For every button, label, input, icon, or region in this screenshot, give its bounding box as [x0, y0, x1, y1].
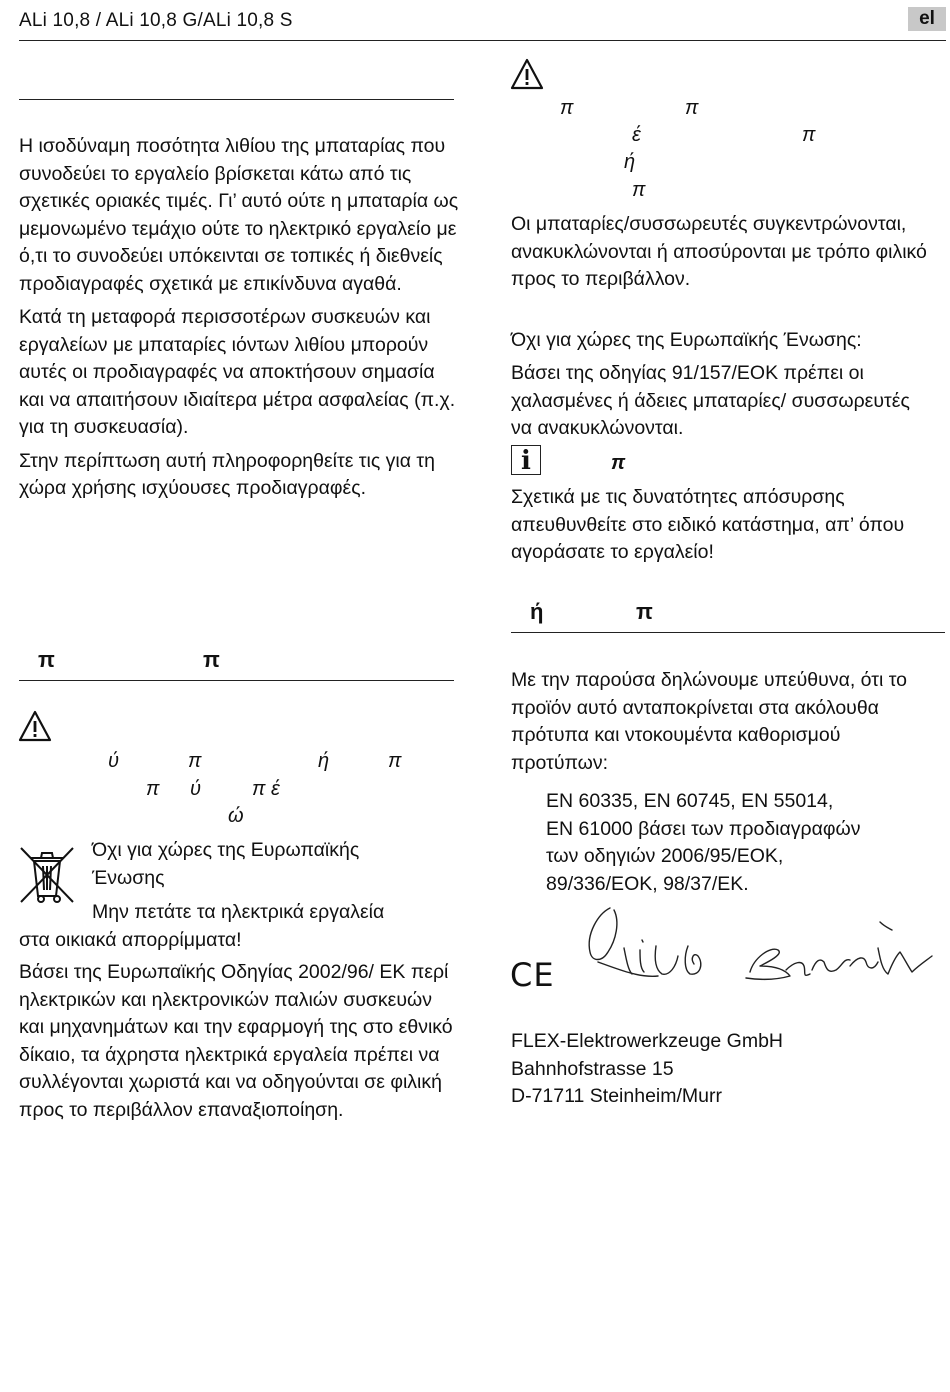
left-heading-fragment-1: π [38, 647, 55, 672]
ce-mark: CE [510, 956, 555, 994]
non-eu-paragraph: Βάσει της οδηγίας 91/157/ΕΟΚ πρέπει οι χαλασμένες ή άδειες μπαταρίες/ συσσωρευτές να ανακυκλώνονται. [511, 362, 910, 439]
warn-frag: π [685, 97, 699, 119]
address-line: FLEX-Elektrowerkzeuge GmbH [511, 1030, 784, 1052]
standards-line: των οδηγιών 2006/95/ΕΟΚ, [546, 845, 784, 867]
warn-frag: ή [318, 750, 330, 772]
address-line: Bahnhofstrasse 15 [511, 1057, 674, 1080]
info-fragment: π [611, 452, 626, 474]
left-heading-rule [19, 680, 454, 681]
warn-frag: π [802, 124, 816, 146]
warn-frag: ύ [108, 750, 119, 772]
warn-frag: έ [632, 124, 641, 146]
standards-list [546, 788, 941, 898]
warn-frag: π [188, 750, 202, 772]
warn-frag: ώ [228, 805, 244, 827]
conformity-heading-fragment-2: π [636, 599, 653, 624]
signature-image [580, 900, 940, 990]
non-eu-heading: Όχι για χώρες της Ευρωπαϊκής Ένωσης: [511, 329, 862, 351]
standards-line: EN 61000 βάσει των προδιαγραφών [546, 817, 861, 840]
document-title: ALi 10,8 / ALi 10,8 G/ALi 10,8 S [19, 10, 293, 31]
warn-frag: π [146, 778, 160, 800]
eu-only-line-1: Όχι για χώρες της Ευρωπαϊκής [92, 839, 360, 861]
battery-paragraph: Οι μπαταρίες/συσσωρευτές συγκεντρώνονται, ανακυκλώνονται ή αποσύρονται με τρόπο φιλικό προς το περιβάλλον. [511, 213, 927, 290]
warn-frag: ή [624, 151, 636, 173]
conformity-paragraph: Με την παρούσα δηλώνουμε υπεύθυνα, ότι το προϊόν αυτό ανταποκρίνεται στα ακόλουθα πρότυπα και ντοκουμέντα καθορισμού προτύπων: [511, 669, 907, 774]
warn-frag: ύ [190, 778, 201, 800]
warning-triangle-icon [18, 710, 52, 742]
warning-triangle-icon [510, 58, 544, 90]
transport-paragraph-2: Κατά τη μεταφορά περισσοτέρων συσκευών και εργαλείων με μπαταρίες ιόντων λιθίου μπορούν αυτές οι προδιαγραφές να αποκτήσουν σημασία και να απαιτήσουν ιδιαίτερα μέτρα ασφαλείας (π.χ. για τη συσκευασία). [19, 306, 456, 438]
transport-paragraph-1: Η ισοδύναμη ποσότητα λιθίου της μπαταρίας που συνοδεύει το εργαλείο βρίσκεται κάτω από τις σχετικές οριακές τιμές. Γι’ αυτό ούτε η μπαταρία ως μεμονωμένο τεμάχιο ούτε το ηλεκτρικό εργαλείο με ό,τι το συνοδεύει υπόκεινται σε τοπικές ή διεθνείς προδιαγραφές σχετικά με επικίνδυνα αγαθά. [19, 135, 459, 295]
crossed-bin-icon [17, 842, 77, 906]
manufacturer-address [511, 1028, 931, 1111]
left-section-rule-top [19, 99, 454, 100]
transport-text [19, 133, 459, 509]
left-heading-fragment-2: π [203, 647, 220, 672]
no-trash-line-1: Μην πετάτε τα ηλεκτρικά εργαλεία [92, 901, 385, 923]
eu-only-line-2: Ένωσης [92, 866, 165, 889]
language-badge: el [908, 7, 946, 31]
header-rule [19, 40, 946, 41]
info-paragraph: Σχετικά με τις δυνατότητες απόσυρσης απευθυνθείτε στο ειδικό κατάστημα, απ’ όπου αγοράσατε το εργαλείο! [511, 486, 905, 563]
warn-frag: π [388, 750, 402, 772]
standards-line: EN 60335, EN 60745, EN 55014, [546, 790, 834, 812]
directive-paragraph: Βάσει της Ευρωπαϊκής Οδηγίας 2002/96/ ΕΚ περί ηλεκτρικών και ηλεκτρονικών παλιών συσκευών και μηχανημάτων και την εφαρμογή της στο εθνικό δίκαιο, τα άχρηστα ηλεκτρικά εργαλεία πρέπει να συλλέγονται χωριστά και να οδηγούνται σε φιλική προς το περιβάλλον επαναξιοποίηση. [19, 961, 453, 1121]
info-icon: i [511, 445, 541, 475]
conformity-heading-fragment-1: ή [530, 599, 544, 624]
warn-frag: π [632, 179, 646, 201]
conformity-heading-rule [511, 632, 945, 633]
transport-paragraph-3: Στην περίπτωση αυτή πληροφορηθείτε τις για τη χώρα χρήσης ισχύουσες προδιαγραφές. [19, 449, 435, 499]
standards-line: 89/336/ΕΟΚ, 98/37/ΕΚ. [546, 872, 749, 895]
eu-only-notice [92, 837, 452, 892]
warn-frag: π έ [252, 778, 280, 800]
warn-frag: π [560, 97, 574, 119]
no-trash-line-2: στα οικιακά απορρίμματα! [19, 929, 242, 951]
address-line: D-71711 Steinheim/Murr [511, 1085, 722, 1107]
